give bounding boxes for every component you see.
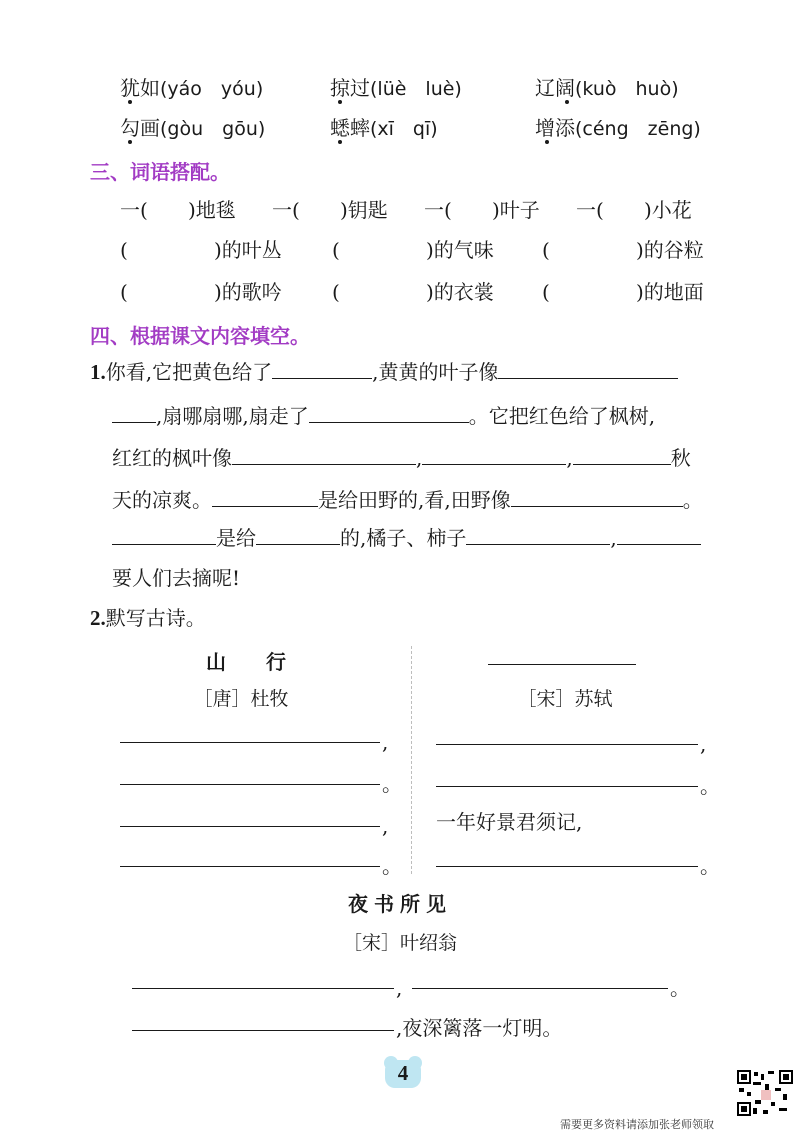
question-number: 1. xyxy=(90,360,106,384)
collocation-text: )叶子 xyxy=(492,198,540,222)
pinyin-item: 蟋蟀(xī qī) xyxy=(330,116,438,140)
collocation-text: )的地面 xyxy=(636,280,704,304)
poem-3-title: 夜书所见 xyxy=(348,892,452,916)
page-number-badge xyxy=(381,1054,425,1092)
emphasis-dot xyxy=(128,140,132,144)
section-4-title: 四、根据课文内容填空。 xyxy=(90,324,310,348)
fill-blank[interactable] xyxy=(573,444,671,465)
poem-line-blank[interactable] xyxy=(132,1030,394,1031)
poem-punct: , xyxy=(382,814,389,838)
q1-line-6: 要人们去摘呢! xyxy=(112,566,241,590)
emphasis-dot xyxy=(565,100,569,104)
fill-blank[interactable] xyxy=(256,524,340,545)
q2-label: 2.默写古诗。 xyxy=(90,606,206,630)
poem-line-blank[interactable] xyxy=(436,786,698,787)
collocation-text: 一( xyxy=(272,198,300,222)
poem-punct: , xyxy=(700,732,707,756)
poem-punct: 。 xyxy=(700,854,720,878)
q1-line-5: 是给 的,橘子、柿子 , xyxy=(112,524,701,552)
pinyin-item: 辽阔(kuò huò) xyxy=(535,76,679,100)
fill-blank[interactable] xyxy=(112,524,216,545)
poem-line-blank[interactable] xyxy=(120,866,380,867)
collocation-text: 一( xyxy=(424,198,452,222)
poem-punct: 。 xyxy=(382,772,402,796)
fill-blank[interactable] xyxy=(466,524,610,545)
poem-line-blank[interactable] xyxy=(120,742,380,743)
poem-line-blank[interactable] xyxy=(436,866,698,867)
collocation-text: )的气味 xyxy=(426,238,494,262)
poem-2-author: ［宋］苏轼 xyxy=(517,688,613,710)
fill-blank[interactable] xyxy=(617,524,701,545)
page-number: 4 xyxy=(397,1061,409,1085)
emphasis-dot xyxy=(545,140,549,144)
poem-punct: 。 xyxy=(700,774,720,798)
poem-punct: 。 xyxy=(382,854,402,878)
poem-1-author: ［唐］杜牧 xyxy=(193,688,289,710)
fill-blank[interactable] xyxy=(232,444,416,465)
qr-code-icon xyxy=(737,1070,793,1116)
collocation-text: )钥匙 xyxy=(340,198,388,222)
collocation-text: )的衣裳 xyxy=(426,280,494,304)
collocation-text: 一( xyxy=(576,198,604,222)
poem-1-title: 山 行 xyxy=(206,650,296,674)
pinyin-item: 掠过(lüè luè) xyxy=(330,76,462,100)
fill-blank[interactable] xyxy=(511,486,683,507)
q1-line-2: ,扇哪扇哪,扇走了 。它把红色给了枫树, xyxy=(112,402,655,430)
collocation-text: )的叶丛 xyxy=(214,238,282,262)
collocation-text: ( xyxy=(120,280,128,304)
section-3-title: 三、词语搭配。 xyxy=(90,160,230,184)
emphasis-dot xyxy=(338,100,342,104)
poem-line-blank[interactable] xyxy=(436,744,698,745)
poem-2-line-3: 一年好景君须记, xyxy=(436,810,583,834)
poem-punct: , xyxy=(382,730,389,754)
collocation-text: )地毯 xyxy=(188,198,236,222)
fill-blank[interactable] xyxy=(272,358,372,379)
footer-note: 需要更多资料请添加张老师领取 xyxy=(560,1118,714,1131)
poem-3-author: ［宋］叶绍翁 xyxy=(342,932,457,954)
collocation-text: ( xyxy=(332,280,340,304)
question-number: 2. xyxy=(90,606,106,630)
fill-blank[interactable] xyxy=(498,358,678,379)
collocation-text: )小花 xyxy=(644,198,692,222)
fill-blank[interactable] xyxy=(212,486,318,507)
emphasis-dot xyxy=(128,100,132,104)
q1-line-4: 天的凉爽。 是给田野的,看,田野像 。 xyxy=(112,488,703,512)
collocation-text: 一( xyxy=(120,198,148,222)
collocation-text: ( xyxy=(120,238,128,262)
collocation-text: )的歌吟 xyxy=(214,280,282,304)
poem-3-line-2-end: ,夜深篱落一灯明。 xyxy=(396,1016,563,1040)
poem-title-blank[interactable] xyxy=(488,664,636,665)
qr-code xyxy=(737,1070,793,1116)
collocation-text: ( xyxy=(332,238,340,262)
q1-line-3: 红红的枫叶像 , , 秋 xyxy=(112,446,691,470)
column-divider xyxy=(411,646,412,874)
fill-blank[interactable] xyxy=(309,402,469,423)
pinyin-item: 勾画(gòu gōu) xyxy=(120,116,266,140)
fill-blank[interactable] xyxy=(112,402,156,423)
pinyin-item: 犹如(yáo yóu) xyxy=(120,76,264,100)
poem-line-blank[interactable] xyxy=(120,784,380,785)
poem-line-blank[interactable] xyxy=(132,988,394,989)
pinyin-item: 增添(céng zēng) xyxy=(535,116,701,140)
emphasis-dot xyxy=(338,140,342,144)
poem-line-blank[interactable] xyxy=(412,988,668,989)
poem-line-blank[interactable] xyxy=(120,826,380,827)
collocation-text: )的谷粒 xyxy=(636,238,704,262)
poem-punct: 。 xyxy=(670,976,690,1000)
poem-punct: , xyxy=(396,976,403,1000)
collocation-text: ( xyxy=(542,280,550,304)
collocation-text: ( xyxy=(542,238,550,262)
fill-blank[interactable] xyxy=(422,444,566,465)
q1-line-1: 1.你看,它把黄色给了 ,黄黄的叶子像 xyxy=(90,358,678,386)
